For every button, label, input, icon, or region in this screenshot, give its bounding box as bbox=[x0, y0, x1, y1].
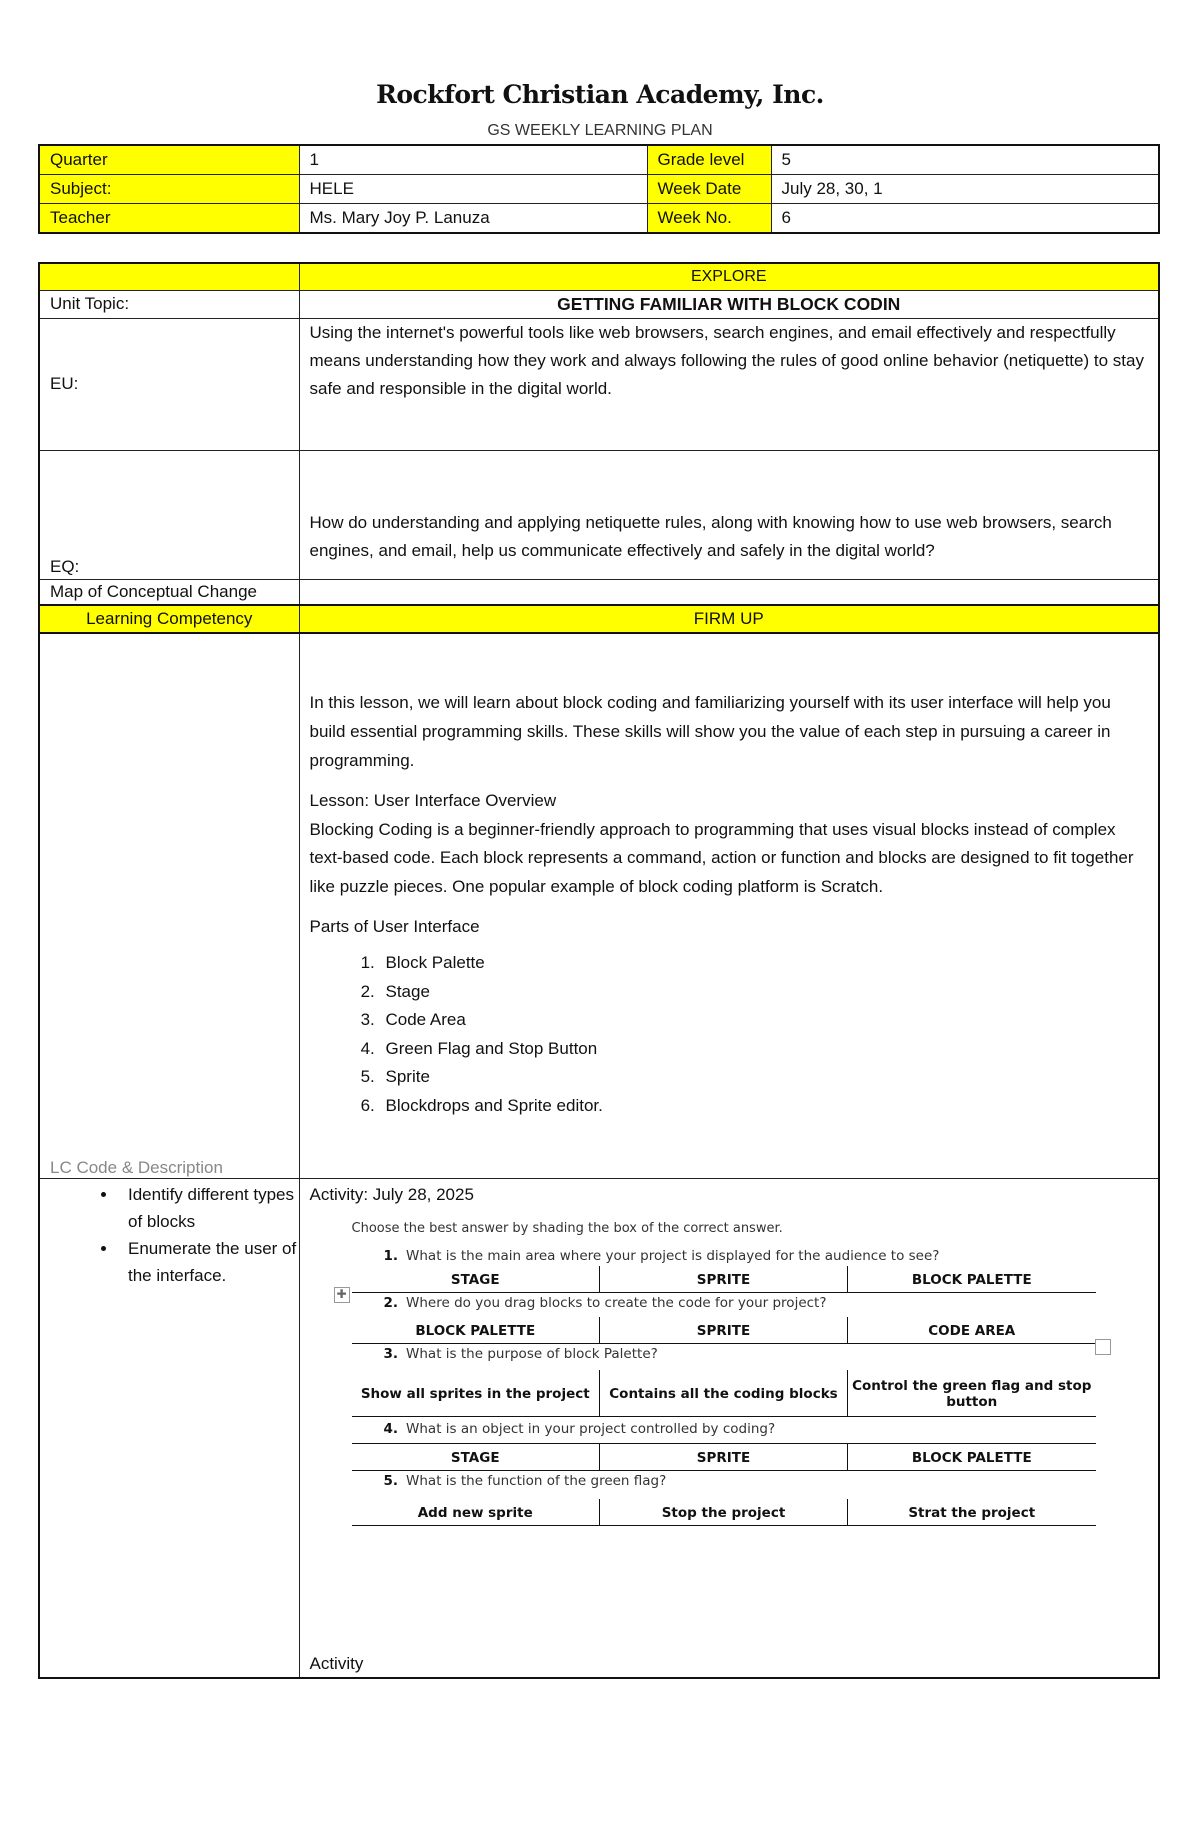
list-item: 4. Green Flag and Stop Button bbox=[380, 1035, 1149, 1064]
list-item: • Enumerate the user of the interface. bbox=[118, 1235, 299, 1289]
lesson-body: Blocking Coding is a beginner-friendly approach to programming that uses visual blocks instead of complex text-based code. Each block represents a command, action or function and blocks are designed to fit together like puzzle pieces. One popular example of block coding platform is Scratch. bbox=[309, 819, 1134, 896]
answer-choice[interactable]: SPRITE bbox=[600, 1444, 848, 1471]
learning-plan-table bbox=[38, 262, 1160, 1679]
question-2: 2. Where do you drag blocks to create the code for your project? bbox=[383, 1294, 827, 1311]
explore-blank-cell bbox=[39, 263, 299, 290]
eq-text: How do understanding and applying netiquette rules, along with knowing how to use web browsers, search engines, and email, help us communicate effectively and safely in the digital world? bbox=[299, 450, 1159, 579]
unit-topic-value: GETTING FAMILIAR WITH BLOCK CODIN bbox=[299, 290, 1159, 318]
parts-title: Parts of User Interface bbox=[309, 917, 480, 936]
parts-list bbox=[310, 949, 1149, 1120]
table-row bbox=[39, 633, 1159, 1178]
table-row bbox=[39, 145, 1159, 175]
explore-heading: EXPLORE bbox=[299, 263, 1159, 290]
list-item: 5. Sprite bbox=[380, 1063, 1149, 1092]
answer-choice[interactable]: Show all sprites in the project bbox=[352, 1370, 600, 1417]
header-info-table bbox=[38, 144, 1160, 234]
table-row bbox=[39, 1178, 1159, 1678]
quarter-label: Quarter bbox=[39, 145, 299, 175]
list-item: 6. Blockdrops and Sprite editor. bbox=[380, 1092, 1149, 1121]
list-item: 3. Code Area bbox=[380, 1006, 1149, 1035]
answer-choice[interactable]: Stop the project bbox=[600, 1499, 848, 1526]
eu-text: Using the internet's powerful tools like web browsers, search engines, and email effectively and respectfully means understanding how they work and always following the rules of good online behavior (netiquette) to stay safe and responsible in the digital world. bbox=[299, 318, 1159, 450]
grade-level-value: 5 bbox=[771, 145, 1159, 175]
question-4: 4. What is an object in your project controlled by coding? bbox=[383, 1420, 776, 1437]
lesson-title: Lesson: User Interface Overview bbox=[309, 791, 557, 810]
list-item: 1. Block Palette bbox=[380, 949, 1149, 978]
table-move-handle-icon[interactable]: ✚ bbox=[334, 1287, 350, 1303]
answer-choice[interactable]: SPRITE bbox=[600, 1317, 848, 1344]
answer-choice[interactable]: Add new sprite bbox=[352, 1499, 600, 1526]
answer-choice[interactable]: BLOCK PALETTE bbox=[352, 1317, 600, 1344]
map-conceptual-change-value bbox=[299, 579, 1159, 605]
firm-up-content bbox=[299, 633, 1159, 1178]
answer-table-1 bbox=[352, 1266, 1096, 1293]
answer-choice[interactable]: Contains all the coding blocks bbox=[600, 1370, 848, 1417]
unit-topic-label: Unit Topic: bbox=[39, 290, 299, 318]
firm-up-heading: FIRM UP bbox=[299, 605, 1159, 633]
question-5: 5. What is the function of the green flag? bbox=[383, 1472, 667, 1489]
checkbox-icon[interactable] bbox=[1095, 1339, 1111, 1355]
table-row bbox=[39, 204, 1159, 234]
objectives-list bbox=[40, 1181, 299, 1289]
objectives-cell bbox=[39, 1178, 299, 1678]
list-item: • Identify different types of blocks bbox=[118, 1181, 299, 1235]
table-row bbox=[39, 290, 1159, 318]
week-date-label: Week Date bbox=[647, 175, 771, 204]
week-no-value: 6 bbox=[771, 204, 1159, 234]
question-3: 3. What is the purpose of block Palette? bbox=[383, 1345, 658, 1362]
eq-label: EQ: bbox=[39, 450, 299, 579]
school-name: Rockfort Christian Academy, Inc. bbox=[376, 80, 824, 109]
teacher-value: Ms. Mary Joy P. Lanuza bbox=[299, 204, 647, 234]
eu-label: EU: bbox=[39, 318, 299, 450]
subject-value: HELE bbox=[299, 175, 647, 204]
table-row bbox=[39, 175, 1159, 204]
answer-choice[interactable]: STAGE bbox=[352, 1444, 600, 1471]
answer-choice[interactable]: STAGE bbox=[352, 1266, 600, 1293]
week-date-value: July 28, 30, 1 bbox=[771, 175, 1159, 204]
answer-choice[interactable]: CODE AREA bbox=[848, 1317, 1096, 1344]
question-1: 1. What is the main area where your project is displayed for the audience to see? bbox=[383, 1247, 940, 1264]
activity-instruction: Choose the best answer by shading the box of the correct answer. bbox=[351, 1220, 783, 1236]
answer-table-4 bbox=[352, 1444, 1096, 1471]
plan-title: GS WEEKLY LEARNING PLAN bbox=[487, 122, 713, 139]
quarter-value: 1 bbox=[299, 145, 647, 175]
answer-table-3 bbox=[352, 1370, 1096, 1417]
table-row bbox=[39, 450, 1159, 579]
activity-footer-label: Activity bbox=[309, 1654, 364, 1673]
table-row bbox=[39, 263, 1159, 290]
answer-table-2 bbox=[352, 1317, 1096, 1344]
answer-choice[interactable]: Control the green flag and stop button bbox=[848, 1370, 1096, 1417]
answer-choice[interactable]: BLOCK PALETTE bbox=[848, 1266, 1096, 1293]
answer-choice[interactable]: BLOCK PALETTE bbox=[848, 1444, 1096, 1471]
lc-code-label: LC Code & Description bbox=[39, 633, 299, 1178]
week-no-label: Week No. bbox=[647, 204, 771, 234]
learning-competency-label: Learning Competency bbox=[39, 605, 299, 633]
answer-choice[interactable]: Strat the project bbox=[848, 1499, 1096, 1526]
subject-label: Subject: bbox=[39, 175, 299, 204]
list-item: 2. Stage bbox=[380, 978, 1149, 1007]
map-conceptual-change-label: Map of Conceptual Change bbox=[39, 579, 299, 605]
grade-level-label: Grade level bbox=[647, 145, 771, 175]
activity-cell bbox=[299, 1178, 1159, 1678]
table-row bbox=[39, 579, 1159, 605]
answer-choice[interactable]: SPRITE bbox=[600, 1266, 848, 1293]
lesson-intro: In this lesson, we will learn about block coding and familiarizing yourself with its user interface will help you build essential programming skills. These skills will show you the value of each step in pursuing a career in programming. bbox=[309, 693, 1111, 770]
teacher-label: Teacher bbox=[39, 204, 299, 234]
answer-table-5 bbox=[352, 1499, 1096, 1526]
table-row bbox=[39, 605, 1159, 633]
activity-title: Activity: July 28, 2025 bbox=[309, 1184, 474, 1204]
table-row bbox=[39, 318, 1159, 450]
